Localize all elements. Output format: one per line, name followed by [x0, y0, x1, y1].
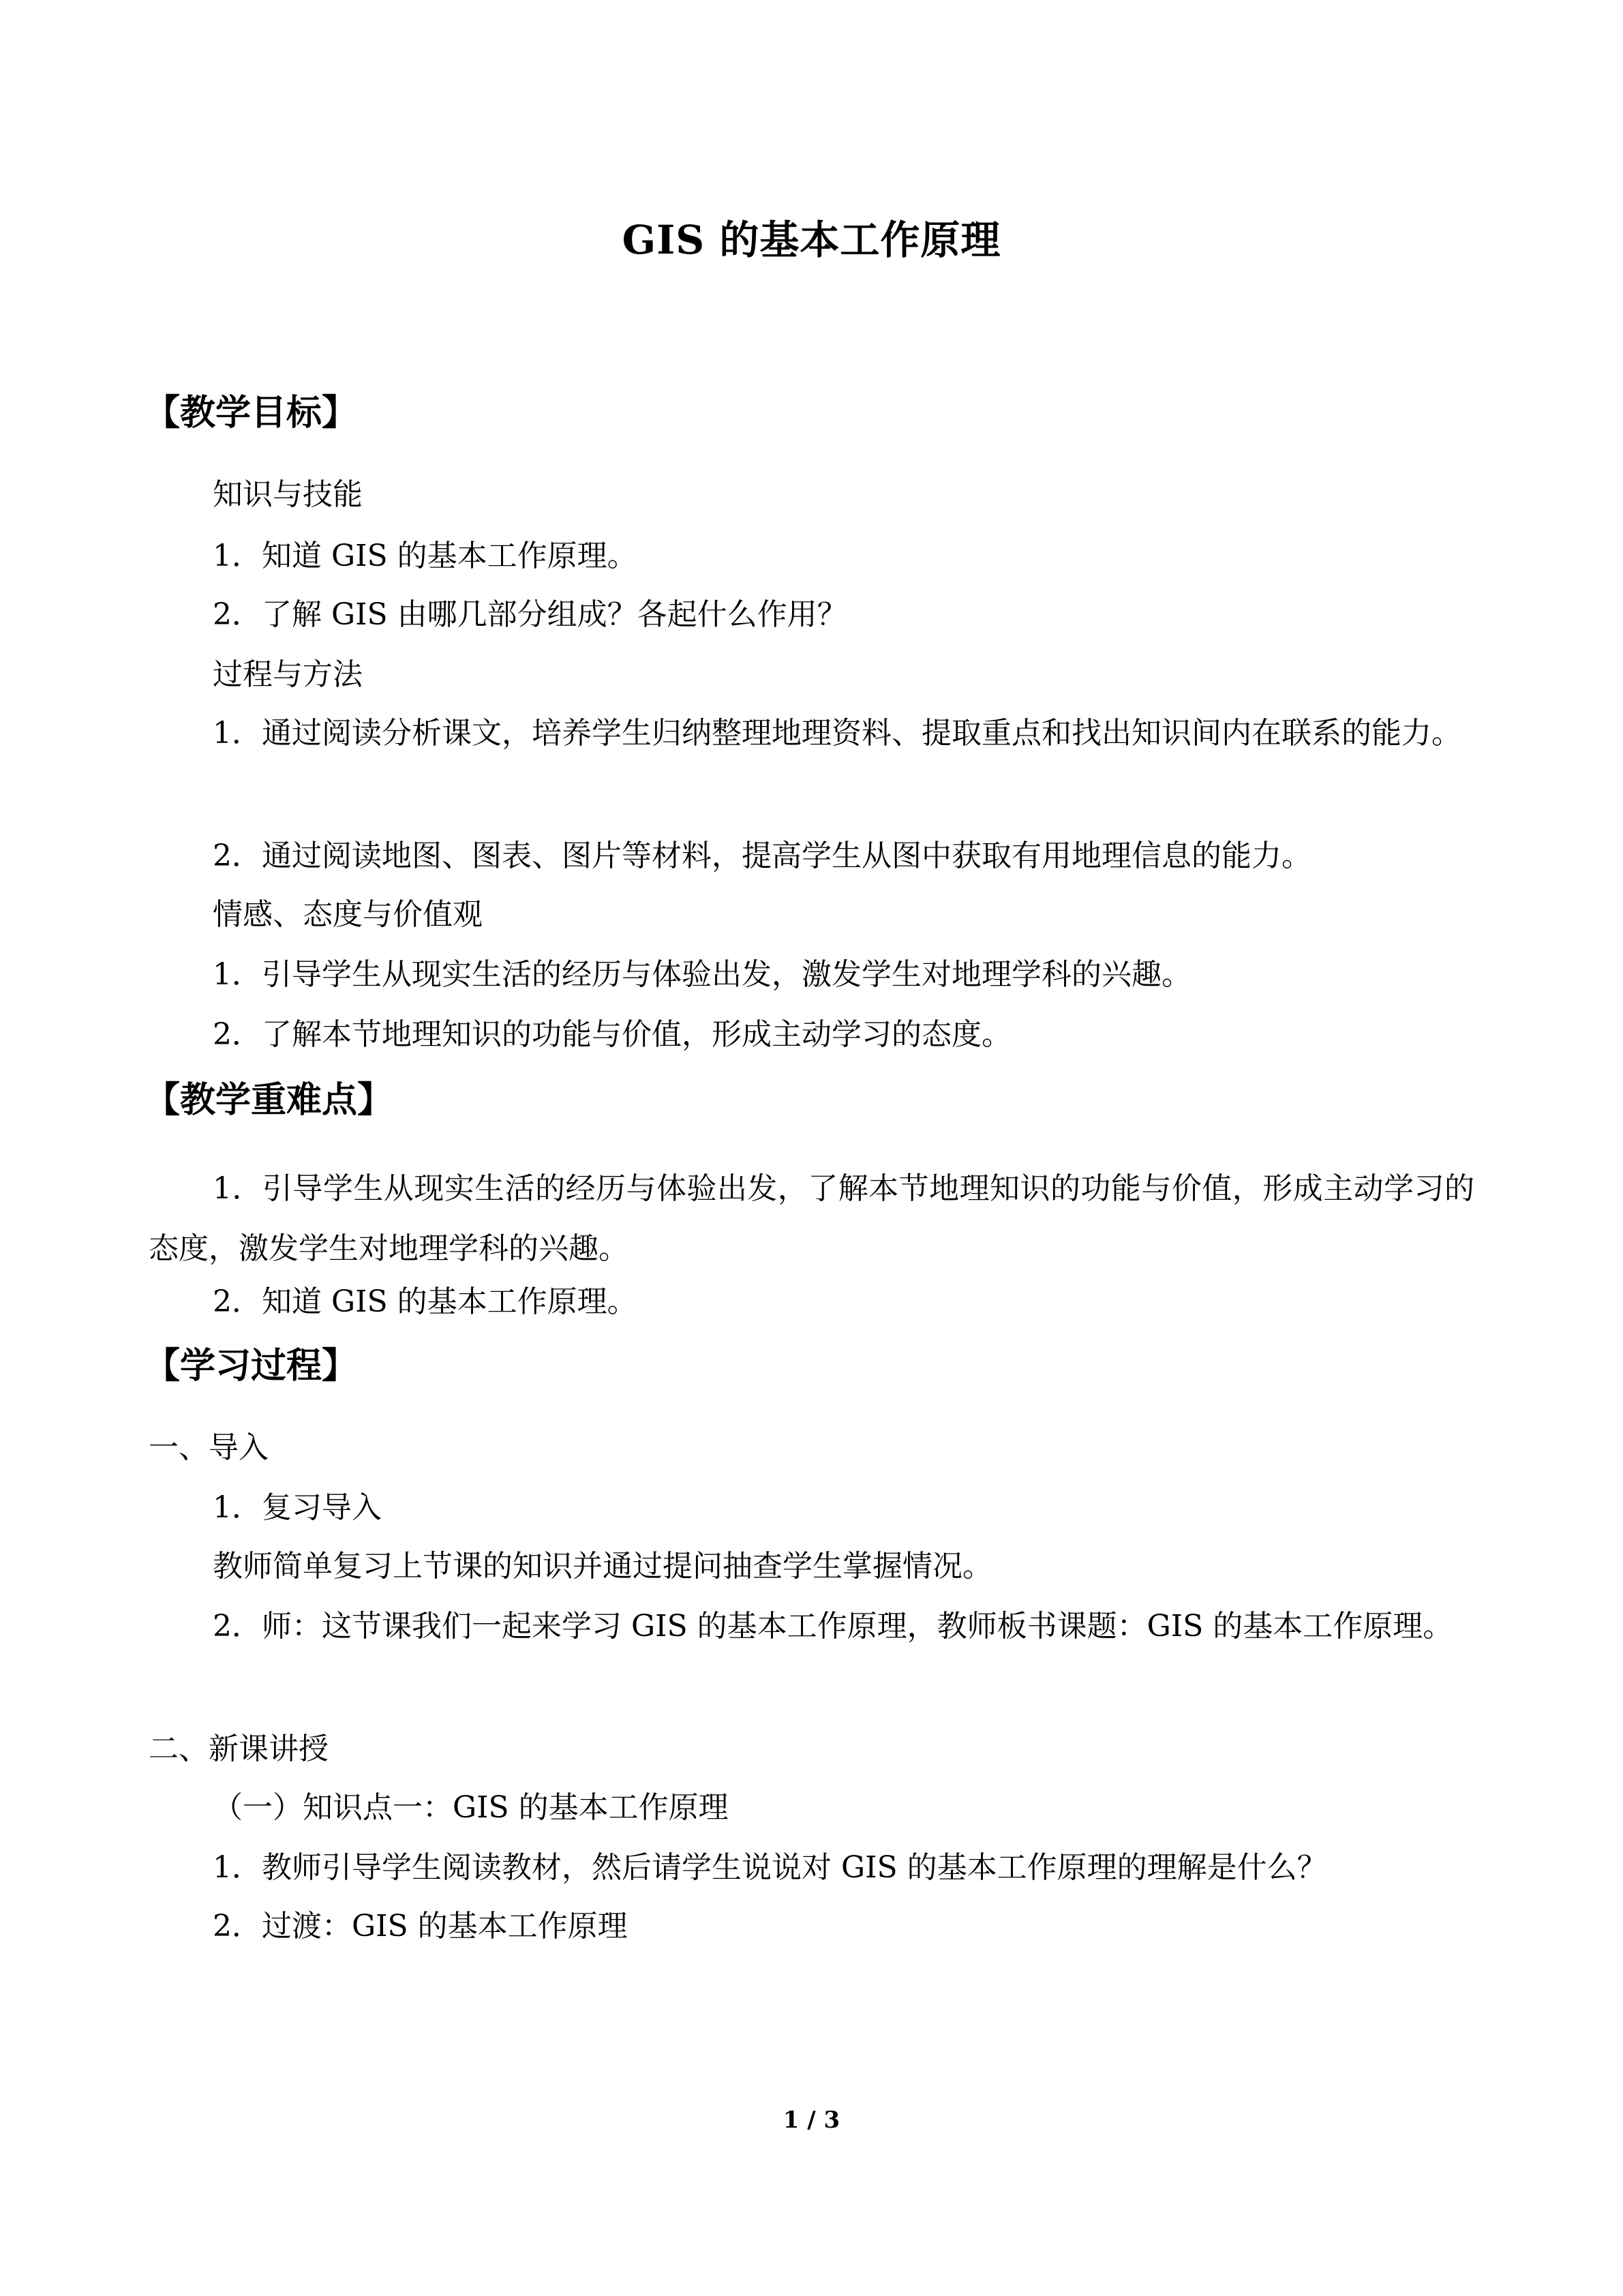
objectives-process-label: 过程与方法 — [213, 657, 363, 692]
objectives-knowledge-item-1: 1．知道 GIS 的基本工作原理。 — [213, 539, 637, 573]
section-heading-objectives: 【教学目标】 — [145, 392, 358, 434]
process-part1-item-1-desc: 教师简单复习上节课的知识并通过提问抽查学生掌握情况。 — [213, 1549, 992, 1584]
process-part2-subheading: （一）知识点一：GIS 的基本工作原理 — [213, 1790, 729, 1825]
objectives-emotion-item-1: 1．引导学生从现实生活的经历与体验出发，激发学生对地理学科的兴趣。 — [213, 957, 1192, 992]
key-points-item-2: 2．知道 GIS 的基本工作原理。 — [213, 1284, 637, 1319]
objectives-process-item-2: 2．通过阅读地图、图表、图片等材料，提高学生从图中获取有用地理信息的能力。 — [213, 839, 1311, 873]
process-part1-item-1: 1．复习导入 — [213, 1490, 382, 1525]
objectives-process-item-1: 1．通过阅读分析课文，培养学生归纳整理地理资料、提取重点和找出知识间内在联系的能力。 — [213, 716, 1461, 751]
page-number: 1 / 3 — [783, 2106, 840, 2134]
process-part2-label: 二、新课讲授 — [149, 1732, 329, 1766]
process-part2-item-1: 1．教师引导学生阅读教材，然后请学生说说对 GIS 的基本工作原理的理解是什么？ — [213, 1850, 1327, 1885]
objectives-knowledge-item-2: 2．了解 GIS 由哪几部分组成？各起什么作用？ — [213, 597, 847, 632]
objectives-emotion-label: 情感、态度与价值观 — [213, 897, 483, 932]
objectives-knowledge-label: 知识与技能 — [213, 477, 363, 512]
section-heading-process: 【学习过程】 — [145, 1345, 358, 1387]
process-part2-item-2: 2．过渡：GIS 的基本工作原理 — [213, 1909, 628, 1944]
document-title: GIS 的基本工作原理 — [622, 217, 1001, 263]
objectives-emotion-item-2: 2．了解本节地理知识的功能与价值，形成主动学习的态度。 — [213, 1017, 1012, 1052]
process-part1-label: 一、导入 — [149, 1430, 269, 1465]
section-heading-key-points: 【教学重难点】 — [145, 1079, 393, 1121]
process-part1-item-2: 2．师：这节课我们一起来学习 GIS 的基本工作原理，教师板书课题：GIS 的基本工作原理。 — [213, 1609, 1453, 1644]
key-points-item-1: 1．引导学生从现实生活的经历与体验出发，了解本节地理知识的功能与价值，形成主动学习的态度，激发学生对地理学科的兴趣。 — [149, 1171, 1474, 1266]
